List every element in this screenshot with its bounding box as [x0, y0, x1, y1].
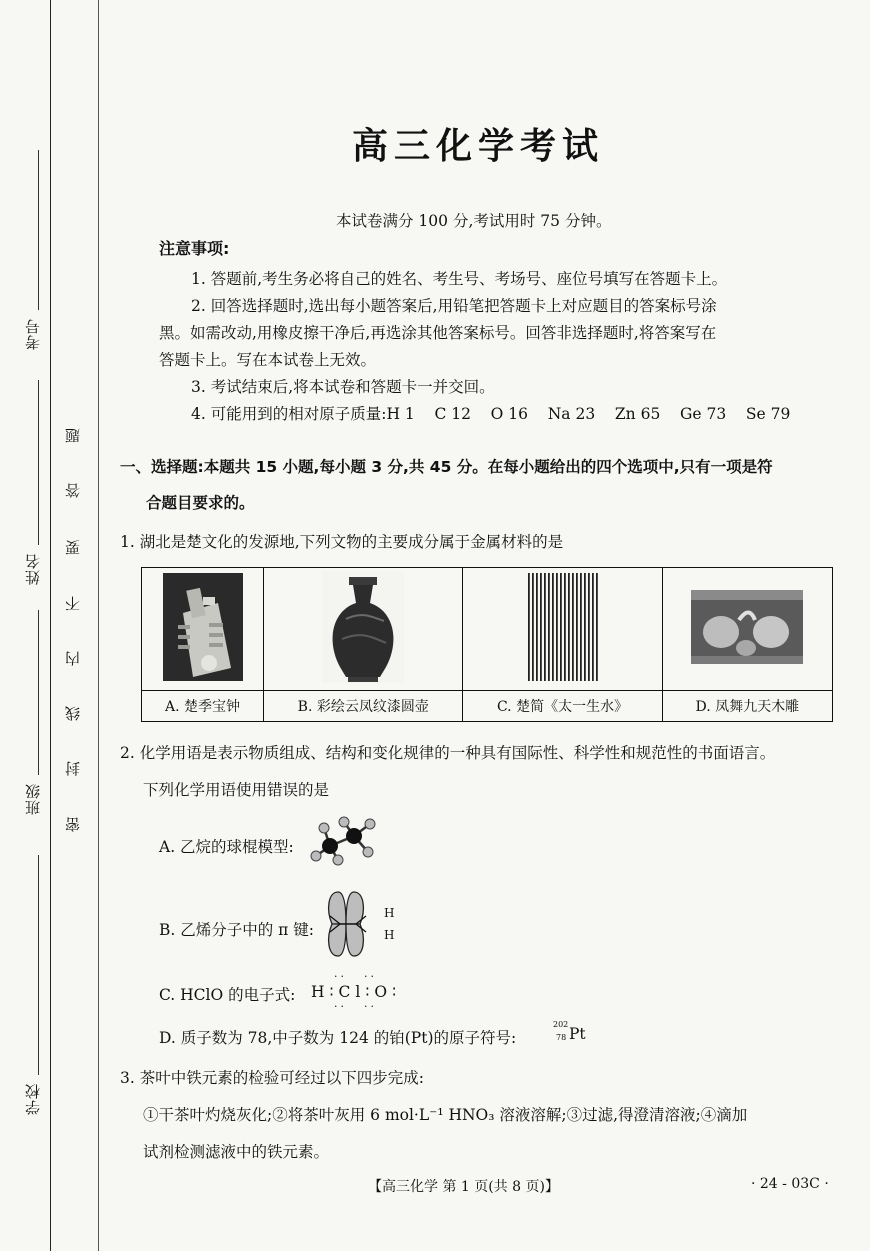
artifact-image-cell	[662, 568, 832, 691]
exam-title: 高三化学考试	[351, 126, 604, 167]
binding-line-2	[98, 0, 99, 1251]
seal-char: 要	[64, 540, 82, 555]
bamboo-slip	[560, 573, 562, 681]
atomic-number: 78	[556, 1033, 567, 1042]
element-symbol: Pt	[569, 1025, 586, 1043]
seal-char: 线	[64, 706, 82, 721]
page-footer: 【高三化学 第 1 页(共 8 页)】	[368, 1179, 559, 1195]
bamboo-slip	[564, 573, 566, 681]
question-3-line-1: ①干茶叶灼烧灰化;②将茶叶灰用 6 mol·L⁻¹ HNO₃ 溶液溶解;③过滤,得澄清溶液;④滴加	[143, 1106, 748, 1124]
question-1-stem: 1. 湖北是楚文化的发源地,下列文物的主要成分属于金属材料的是	[120, 533, 564, 551]
seal-char: 题	[64, 428, 82, 443]
hclo-dots: ·· ··	[334, 970, 377, 983]
pi-h-label: H	[384, 928, 395, 942]
name-underline	[38, 380, 39, 545]
school-label: 学校	[24, 1083, 42, 1115]
notice-item-4: 4. 可能用到的相对原子质量:H 1 C 12 O 16 Na 23 Zn 65 Ge 73 Se 79	[191, 405, 791, 423]
question-2-stem-2: 下列化学用语使用错误的是	[143, 781, 330, 799]
option-caption-d: D. 凤舞九天木雕	[662, 691, 832, 722]
class-label: 班级	[24, 783, 42, 815]
bamboo-slip	[552, 573, 554, 681]
artifact-image-cell	[463, 568, 662, 691]
bamboo-slip	[596, 573, 598, 681]
exam-subtitle: 本试卷满分 100 分,考试用时 75 分钟。	[336, 212, 612, 230]
binding-line	[50, 0, 51, 1251]
artifact-table	[141, 567, 833, 722]
notice-item-2-line-3: 答题卡上。写在本试卷上无效。	[159, 351, 377, 369]
bamboo-slip	[556, 573, 558, 681]
notice-item-1: 1. 答题前,考生务必将自己的姓名、考生号、考场号、座位号填写在答题卡上。	[191, 270, 728, 288]
exam-no-underline	[38, 150, 39, 310]
wood-carving-image	[691, 590, 803, 664]
option-2d: D. 质子数为 78,中子数为 124 的铂(Pt)的原子符号:	[159, 1029, 517, 1047]
artifact-image-cell	[264, 568, 463, 691]
notice-item-2-line-2: 黑。如需改动,用橡皮擦干净后,再选涂其他答案标号。回答非选择题时,将答案写在	[159, 324, 717, 342]
question-2-stem-1: 2. 化学用语是表示物质组成、结构和变化规律的一种具有国际性、科学性和规范性的书面语言。	[120, 744, 776, 762]
option-2b: B. 乙烯分子中的 π 键:	[159, 921, 315, 939]
class-underline	[38, 610, 39, 775]
hclo-electron-formula: H∶Cl∶O∶	[311, 983, 402, 1001]
bamboo-slip	[528, 573, 530, 681]
bamboo-slip	[536, 573, 538, 681]
section-heading: 一、选择题:本题共 15 小题,每小题 3 分,共 45 分。在每小题给出的四个选项中,只有一项是符	[120, 458, 773, 476]
artifact-image-cell	[142, 568, 264, 691]
bamboo-slip	[540, 573, 542, 681]
notice-item-3: 3. 考试结束后,将本试卷和答题卡一并交回。	[191, 378, 495, 396]
section-heading-cont: 合题目要求的。	[146, 494, 255, 512]
exam-code: · 24 - 03C ·	[751, 1176, 829, 1192]
option-2c: C. HClO 的电子式:	[159, 986, 296, 1004]
bamboo-slip	[588, 573, 590, 681]
bamboo-slips-image	[526, 571, 600, 683]
option-2a: A. 乙烷的球棍模型:	[159, 838, 294, 856]
seal-char: 不	[64, 596, 82, 611]
option-caption-b: B. 彩绘云凤纹漆圆壶	[264, 691, 463, 722]
seal-char: 内	[64, 651, 82, 666]
question-3-line-2: 试剂检测滤液中的铁元素。	[143, 1143, 330, 1161]
pt-nuclide-symbol	[553, 1020, 599, 1046]
bamboo-slip	[576, 573, 578, 681]
notice-item-2-line-1: 2. 回答选择题时,选出每小题答案后,用铅笔把答题卡上对应题目的答案标号涂	[191, 297, 717, 315]
ethane-ball-stick-model	[306, 814, 382, 866]
option-caption-c: C. 楚简《太一生水》	[463, 691, 662, 722]
option-caption-a: A. 楚季宝钟	[142, 691, 264, 722]
seal-char: 封	[64, 761, 82, 776]
bamboo-slip	[580, 573, 582, 681]
bamboo-slip	[544, 573, 546, 681]
question-3-stem: 3. 茶叶中铁元素的检验可经过以下四步完成:	[120, 1069, 424, 1087]
seal-char: 密	[64, 817, 82, 832]
bamboo-slip	[568, 573, 570, 681]
hclo-dots-bottom: ·· ··	[334, 1000, 377, 1013]
school-underline	[38, 855, 39, 1075]
bamboo-slip	[548, 573, 550, 681]
pi-bond-diagram	[326, 888, 370, 960]
bamboo-slip	[592, 573, 594, 681]
bamboo-slip	[572, 573, 574, 681]
name-label: 姓名	[24, 553, 42, 585]
bamboo-slip	[584, 573, 586, 681]
bamboo-slip	[532, 573, 534, 681]
notice-heading: 注意事项:	[159, 239, 230, 258]
lacquer-pot-image	[322, 571, 404, 683]
pi-h-label: H	[384, 906, 395, 920]
seal-char: 答	[64, 483, 82, 498]
bronze-bell-image	[163, 573, 243, 681]
exam-no-label: 考号	[24, 318, 42, 350]
mass-number: 202	[553, 1020, 569, 1029]
